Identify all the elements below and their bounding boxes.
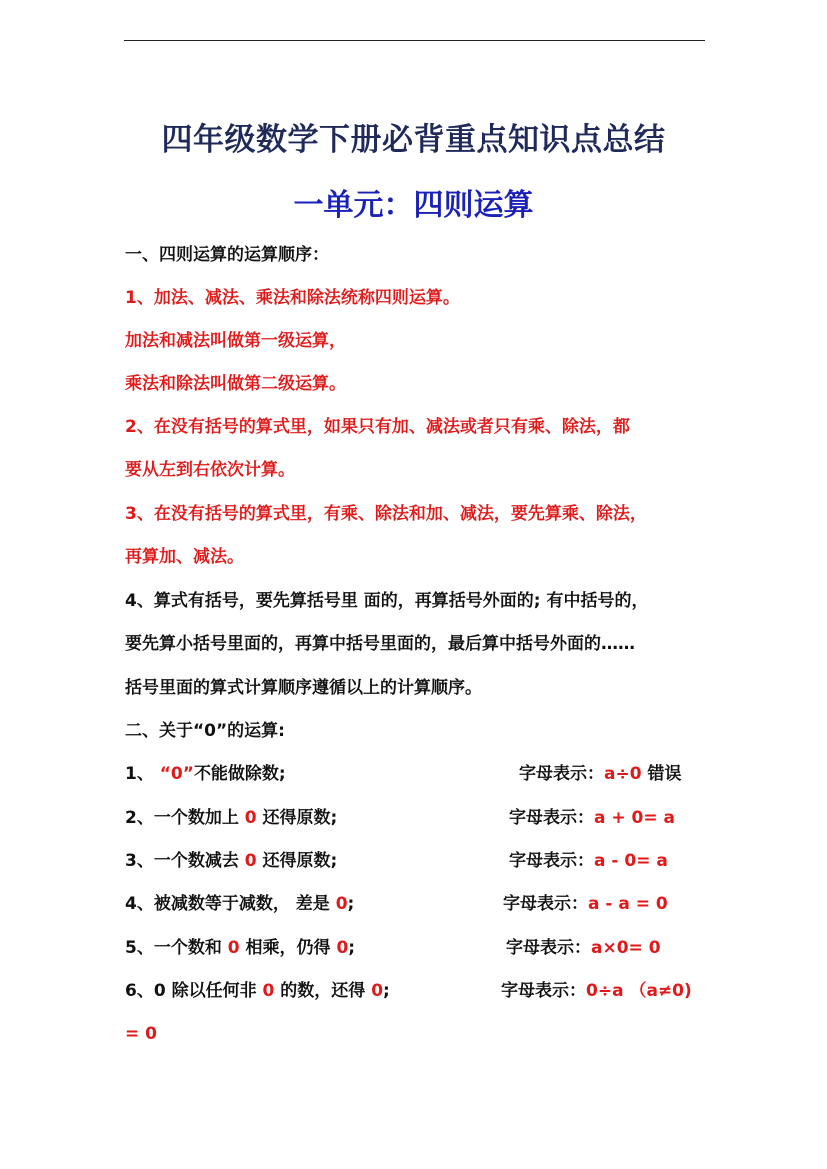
rule-highlight: 0	[262, 981, 275, 1001]
zero-rule-row	[125, 762, 705, 786]
rule-number: 2、	[125, 808, 154, 828]
letter-label: 字母表示：	[519, 764, 604, 784]
paragraph-line: 4、算式有括号，要先算括号里 面的，再算括号外面的; 有中括号的，	[125, 591, 649, 611]
rule-text: ;	[347, 894, 355, 914]
letter-expression	[506, 936, 661, 960]
rule-text: 一个数和	[153, 938, 228, 958]
letter-label: 字母表示：	[506, 938, 591, 958]
page-title: 四年级数学下册必背重点知识点总结	[161, 122, 666, 158]
rule-highlight: 0	[244, 851, 257, 871]
paragraph-line: 再算加、减法。	[125, 547, 244, 567]
zero-rule-row	[125, 849, 705, 873]
formula: 0÷a （a≠0)	[586, 981, 692, 1001]
section-heading-order: 一、四则运算的运算顺序：	[125, 245, 329, 265]
rule-text: ;	[348, 938, 356, 958]
letter-label: 字母表示：	[501, 981, 586, 1001]
rule-text: 还得原数;	[256, 851, 338, 871]
zero-rule-row	[125, 806, 705, 830]
paragraph-line: 3、在没有括号的算式里，有乘、除法和加、减法，要先算乘、除法，	[125, 504, 647, 524]
formula: 错误	[641, 764, 682, 784]
zero-rule-row	[125, 979, 705, 1003]
rule-text: 的数，还得	[274, 981, 372, 1001]
paragraph-line: 要从左到右依次计算。	[125, 460, 295, 480]
rule-number: 5、	[125, 938, 154, 958]
zero-rule-row	[125, 892, 705, 916]
rule-highlight: 0	[244, 808, 257, 828]
rule-highlight: 0	[335, 894, 348, 914]
paragraph-line: 乘法和除法叫做第二级运算。	[125, 374, 346, 394]
section-heading-zero: 二、关于“0”的运算:	[125, 721, 285, 741]
rule-text: 0 除以任何非	[153, 981, 263, 1001]
rule-text: 一个数加上	[153, 808, 245, 828]
rule-text: 不能做除数;	[193, 764, 286, 784]
rule-highlight: 0	[371, 981, 384, 1001]
rule-text: 还得原数;	[256, 808, 338, 828]
zero-rule-row	[125, 936, 705, 960]
rule-number: 3、	[125, 851, 154, 871]
rule-highlight: 0	[227, 938, 240, 958]
paragraph-line: 2、在没有括号的算式里，如果只有加、减法或者只有乘、除法，都	[125, 417, 630, 437]
formula: a×0= 0	[591, 938, 661, 958]
letter-expression	[519, 762, 681, 786]
header-rule	[124, 40, 705, 41]
letter-label: 字母表示：	[503, 894, 588, 914]
formula: a÷0	[604, 764, 642, 784]
formula: a - 0= a	[594, 851, 668, 871]
paragraph-line: 1、加法、减法、乘法和除法统称四则运算。	[125, 288, 460, 308]
letter-expression	[501, 979, 692, 1003]
rule-text: 相乘，仍得	[239, 938, 337, 958]
rule-highlight: “0”	[153, 764, 194, 784]
formula-continuation: = 0	[125, 1024, 157, 1044]
letter-label: 字母表示：	[509, 851, 594, 871]
paragraph-line: 加法和减法叫做第一级运算，	[125, 331, 346, 351]
rule-highlight: 0	[336, 938, 349, 958]
unit-subtitle: 一单元：四则运算	[293, 188, 534, 223]
rule-number: 4、	[125, 894, 154, 914]
letter-expression	[503, 892, 668, 916]
letter-label: 字母表示：	[509, 808, 594, 828]
paragraph-line: 要先算小括号里面的，再算中括号里面的，最后算中括号外面的……	[125, 634, 635, 654]
paragraph-line: 括号里面的算式计算顺序遵循以上的计算顺序。	[125, 678, 482, 698]
rule-number: 1、	[125, 764, 154, 784]
letter-expression	[509, 849, 668, 873]
formula: a - a = 0	[588, 894, 668, 914]
rule-text: 一个数减去	[153, 851, 245, 871]
rule-text: ;	[383, 981, 390, 1001]
formula: a + 0= a	[594, 808, 676, 828]
letter-expression	[509, 806, 675, 830]
rule-number: 6、	[125, 981, 154, 1001]
rule-text: 被减数等于减数， 差是	[153, 894, 336, 914]
